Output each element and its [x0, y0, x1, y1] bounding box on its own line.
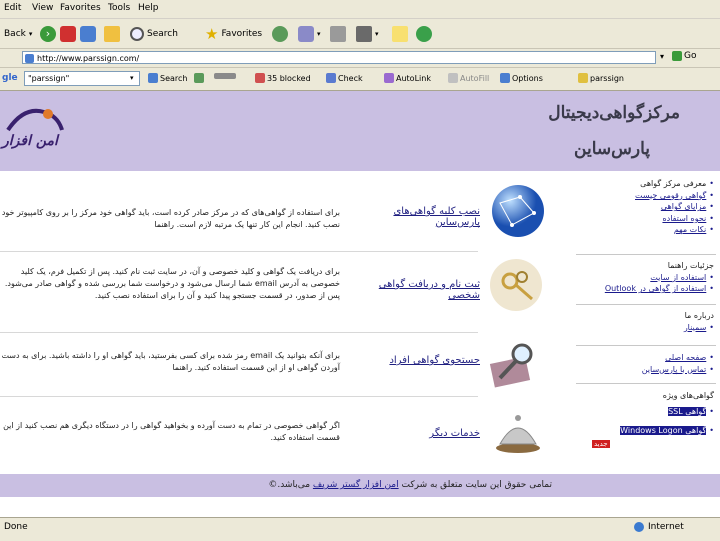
chevron-down-icon: ▾ [317, 30, 321, 38]
sidebar-link[interactable]: استفاده از گواهی در Outlook [604, 284, 707, 294]
bullet-icon: • [709, 179, 714, 188]
google-query: "parssign" [28, 74, 70, 83]
row-divider [0, 396, 478, 397]
sidebar-heading: جزئیات راهنما [667, 261, 714, 270]
bullet-icon: • [709, 225, 714, 235]
site-title-line2: پارس‌ساین [574, 139, 650, 159]
star-icon: ★ [205, 25, 219, 43]
sidebar-item[interactable] [590, 425, 714, 437]
print-button[interactable] [330, 24, 346, 44]
new-badge: جدید [594, 439, 608, 448]
menu-tools[interactable]: Tools [108, 3, 131, 13]
row-text-install: برای استفاده از گواهی‌های که در مرکز صادر کرده است، باید گواهی خود مرکز را بر روی کامپیوتر خود نصب کنید. انجام این کار تنها یک مرتبه لازم است. راهنما [1, 208, 340, 229]
service-bell-icon[interactable] [492, 404, 544, 456]
sidebar-group-intro [590, 178, 714, 236]
highlighter-icon [578, 73, 588, 83]
messenger-icon [416, 26, 432, 42]
bullet-icon: • [709, 190, 714, 200]
print-icon [330, 26, 346, 42]
sidebar-item[interactable] [590, 178, 714, 190]
sidebar-group-special [590, 390, 714, 450]
refresh-button[interactable] [80, 24, 96, 44]
standard-toolbar [0, 19, 720, 49]
blocked-count: 35 blocked [267, 73, 311, 83]
bullet-icon: • [709, 426, 714, 436]
back-button[interactable] [4, 24, 32, 44]
sidebar-item[interactable] [590, 201, 714, 213]
favorites-button[interactable] [205, 24, 262, 44]
row-divider [0, 332, 478, 333]
options-icon [500, 73, 510, 83]
google-news-button[interactable] [194, 73, 204, 83]
autolink-icon [384, 73, 394, 83]
highlight-term: parssign [590, 73, 624, 83]
sidebar-item[interactable] [590, 272, 714, 284]
status-done-text: Done [4, 522, 28, 532]
note-icon [392, 26, 408, 42]
options-button[interactable] [500, 73, 543, 83]
mail-button[interactable] [298, 24, 321, 44]
pagerank-button[interactable] [214, 73, 236, 79]
sidebar-item[interactable] [590, 224, 714, 236]
go-button[interactable] [672, 51, 696, 61]
bullet-icon: • [709, 202, 714, 212]
google-dropdown-icon[interactable]: ▾ [130, 74, 134, 82]
pagerank-bar-icon [214, 73, 236, 79]
address-url: http://www.parssign.com/ [37, 54, 140, 63]
bullet-icon: • [709, 364, 714, 374]
row-text-register: برای دریافت یک گواهی و کلید خصوصی و آن، در سایت ثبت نام کنید. پس از تکمیل فرم، یک کلید خصوصی به آدرس email شما ارسال می‌شود و درخواست شما بررسی شده و گواهی صادر می‌شود. پس از صدور، در قسمت جستجو پیدا کنید و آن را برای استفاده نصب کنید. [4, 267, 340, 300]
sidebar-item[interactable] [590, 283, 714, 295]
copyright-suffix: می‌باشد.© [268, 480, 311, 490]
sidebar-link[interactable]: صفحه اصلی [665, 353, 707, 362]
row-title-other-services[interactable]: خدمات دیگر [429, 428, 480, 439]
notes-button[interactable] [392, 24, 408, 44]
page-icon [25, 54, 34, 63]
site-title-line1: مرکزگواهی‌دیجیتال [548, 103, 680, 123]
menu-view[interactable]: View [32, 3, 54, 13]
autolink-button[interactable] [384, 73, 431, 83]
bullet-icon: • [709, 213, 714, 223]
sidebar-group-guide [590, 260, 714, 295]
spell-check-icon [326, 73, 336, 83]
chevron-down-icon: ▾ [28, 30, 33, 38]
magnifier-icon[interactable] [486, 334, 542, 390]
menu-favorites[interactable]: Favorites [60, 3, 101, 13]
menu-edit[interactable]: Edit [4, 3, 22, 13]
check-label: Check [338, 73, 363, 83]
sidebar-link[interactable]: نکات مهم [673, 225, 707, 235]
search-label: Search [147, 29, 178, 39]
refresh-icon [80, 26, 96, 42]
logo-text: امن افزار [2, 133, 58, 149]
forward-button[interactable] [40, 24, 56, 44]
sidebar-divider [576, 345, 716, 346]
globe-icon[interactable] [490, 183, 546, 239]
home-icon [104, 26, 120, 42]
go-arrow-icon [672, 51, 682, 61]
sidebar-link-windows-logon[interactable]: گواهی Windows Logon [620, 426, 707, 436]
history-button[interactable] [272, 24, 288, 44]
menu-bar [0, 0, 720, 19]
google-search-button[interactable] [148, 73, 187, 83]
sidebar-item[interactable] [590, 190, 714, 202]
stop-icon [60, 26, 76, 42]
sidebar-divider [576, 304, 716, 305]
row-title-register[interactable]: ثبت نام و دریافت گواهی شخصی [378, 279, 480, 301]
bullet-icon: • [709, 353, 714, 362]
history-icon [272, 26, 288, 42]
popup-blocker-button[interactable] [255, 73, 311, 83]
status-bar [0, 517, 720, 541]
back-label: Back [4, 29, 26, 39]
autofill-label: AutoFill [460, 73, 490, 83]
row-title-search-certificates[interactable]: جستجوی گواهی افراد [389, 355, 480, 366]
sidebar-item[interactable] [590, 322, 714, 334]
edit-icon [356, 26, 372, 42]
copyright-prefix: تمامی حقوق این سایت متعلق به شرکت [401, 480, 552, 490]
sidebar-link[interactable]: گواهی رقومی چیست [635, 190, 707, 200]
google-logo-icon[interactable]: gle [2, 73, 18, 83]
address-dropdown-icon[interactable]: ▾ [660, 52, 665, 61]
sidebar-link[interactable]: استفاده از سایت [650, 272, 707, 282]
logo-icon [4, 104, 66, 134]
keys-icon[interactable] [488, 257, 544, 313]
autofill-icon [448, 73, 458, 83]
favorites-label: Favorites [221, 29, 263, 39]
home-button[interactable] [104, 24, 120, 44]
sidebar-link[interactable]: سمینار [683, 322, 707, 332]
sidebar-heading: گواهی‌های ویژه [662, 391, 714, 400]
messenger-button[interactable] [416, 24, 432, 44]
menu-help[interactable]: Help [138, 3, 159, 13]
stop-button[interactable] [60, 24, 76, 44]
sidebar-heading: درباره ما [684, 311, 714, 320]
google-search-icon [148, 73, 158, 83]
row-divider [0, 251, 478, 252]
company-link[interactable]: امن افزار گستر شریف [312, 480, 399, 490]
mail-icon [298, 26, 314, 42]
sidebar-link[interactable]: نحوه استفاده [662, 213, 707, 223]
sidebar-link-ssl[interactable]: گواهی SSL [668, 406, 707, 416]
google-search-label: Search [160, 73, 188, 83]
forward-arrow-icon: › [40, 26, 56, 42]
row-title-install-certificates[interactable]: نصب کلیه گواهی‌های پارس‌ساین [393, 206, 480, 228]
sidebar-divider [576, 383, 716, 384]
address-input[interactable] [22, 51, 656, 64]
bullet-icon: • [709, 284, 714, 294]
sidebar-item-label: معرفی مرکز گواهی [640, 179, 707, 188]
sidebar-item[interactable] [590, 406, 714, 418]
google-search-input[interactable] [24, 71, 140, 86]
go-label: Go [684, 51, 697, 61]
sidebar-divider [576, 254, 716, 255]
row-text-search: برای آنکه بتوانید یک email رمز شده برای کسی بفرستید، باید گواهی او را داشته باشید. برای به دست آوردن گواهی او از این قسمت استفاده کنید. راهنما [1, 351, 340, 372]
sidebar-group-home [590, 352, 714, 375]
spell-check-button[interactable] [326, 73, 363, 83]
sidebar-item[interactable] [590, 352, 714, 364]
options-label: Options [512, 73, 543, 83]
sidebar-link[interactable]: مزایای گواهی [660, 202, 707, 212]
address-bar [0, 49, 720, 68]
sidebar-group-about [590, 310, 714, 333]
search-icon [130, 27, 144, 41]
highlight-term-button[interactable] [578, 73, 624, 83]
autofill-button[interactable] [448, 73, 489, 83]
news-icon [194, 73, 204, 83]
bullet-icon: • [709, 406, 714, 416]
status-zone-text: Internet [648, 522, 684, 532]
bullet-icon: • [709, 272, 714, 282]
globe-zone-icon [634, 522, 644, 532]
sidebar-item[interactable] [590, 213, 714, 225]
popup-blocker-icon [255, 73, 265, 83]
google-toolbar [0, 68, 720, 91]
edit-button[interactable] [356, 24, 379, 44]
row-text-other: اگر گواهی خصوصی در تمام به دست آورده و بخواهید گواهی را در دستگاه دیگری هم نصب کنید از این قسمت استفاده کنید. [3, 421, 340, 442]
bullet-icon: • [709, 322, 714, 332]
sidebar-item[interactable] [590, 364, 714, 376]
sidebar-link[interactable]: تماس با پارس‌ساین [641, 364, 707, 374]
autolink-label: AutoLink [396, 73, 431, 83]
search-button[interactable] [130, 24, 178, 44]
chevron-down-icon: ▾ [375, 30, 379, 38]
copyright-text [268, 480, 552, 490]
